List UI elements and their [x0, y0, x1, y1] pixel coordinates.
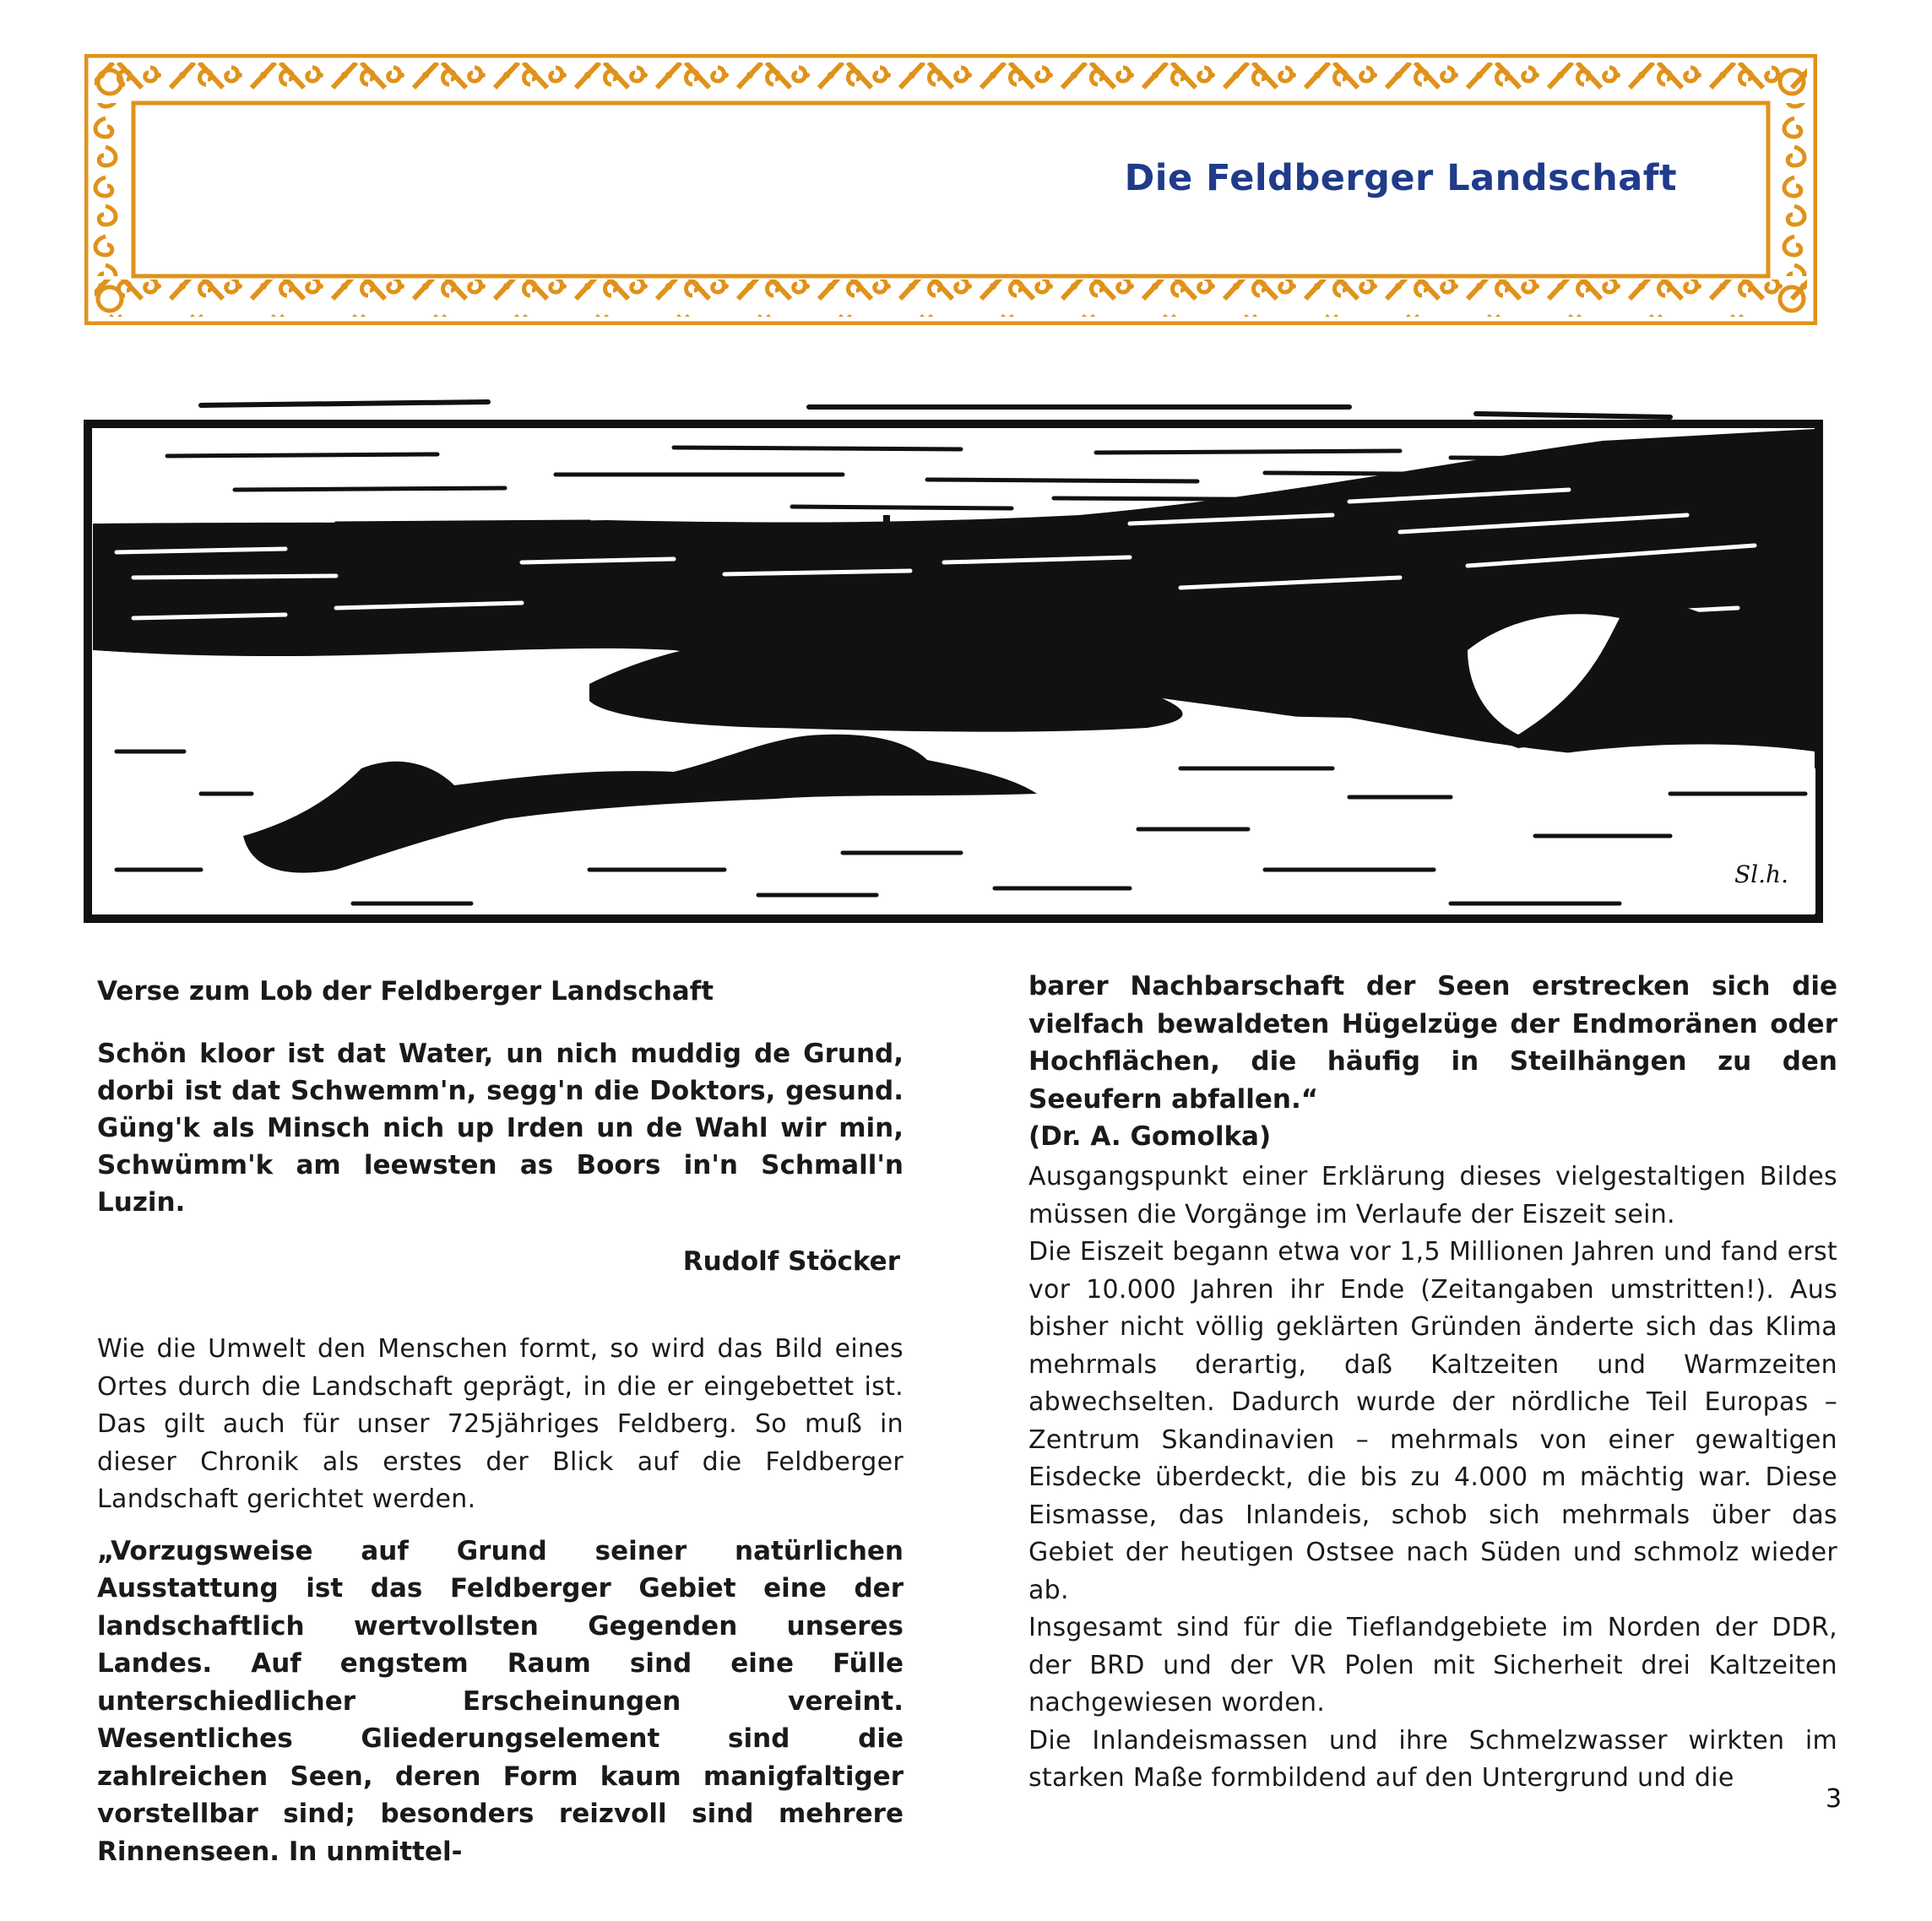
page-number: 3 — [1826, 1784, 1842, 1814]
paragraph: Insgesamt sind für die Tieflandgebiete im Norden der DDR, der BRD und der VR Polen mit Sicherheit drei Kaltzeiten nachgewiesen worden. — [1028, 1613, 1837, 1718]
paragraph: Die Eiszeit begann etwa vor 1,5 Millionen Jahren und fand erst vor 10.000 Jahren ihr Ende (Zeitangaben umstritten!). Aus bisher nicht völlig geklärten Gründen änderte sich das Klima mehrmals derartig, daß Kaltzeiten und Warmzeiten abwechselten. Dadurch wurde der nördliche Teil Europas – Zentrum Skandinavien – mehrmals von einer gewaltigen Eisdecke überdeckt, die bis zu 4.000 m mächtig war. Diese Eismasse, das Inlandeis, schob sich mehrmals über das Gebiet der heutigen Ostsee nach Süden und schmolz wieder ab. — [1028, 1237, 1837, 1605]
verse-heading: Verse zum Lob der Feldberger Landschaft — [97, 976, 714, 1007]
landscape-woodcut-image — [83, 397, 1824, 925]
verse-line: Güng'k als Minsch nich up Irden un de Wahl wir min, — [97, 1113, 904, 1143]
left-column — [97, 974, 904, 1870]
verse-line: Schön kloor ist dat Water, un nich muddig de Grund, — [97, 1039, 904, 1069]
intro-paragraph: Wie die Umwelt den Menschen formt, so wird das Bild eines Ortes durch die Landschaft geprägt, in die er eingebettet ist. Das gilt auch für unser 725jähriges Feldberg. So muß in dieser Chronik als erstes der Blick auf die Feldberger Landschaft gerichtet werden. — [97, 1334, 904, 1514]
paragraph: Ausgangspunkt einer Erklärung dieses vielgestaltigen Bildes müssen die Vorgänge im Verlaufe der Eiszeit sein. — [1028, 1162, 1837, 1229]
ice-age-text — [1028, 1159, 1837, 1798]
verse — [97, 1035, 904, 1221]
verse-line: dorbi ist dat Schwemm'n, segg'n die Doktors, gesund. — [97, 1076, 904, 1106]
verse-line: Schwümm'k am leewsten as Boors in'n Schmall'n Luzin. — [97, 1150, 904, 1218]
gomolka-quote-continued: barer Nachbarschaft der Seen erstrecken sich die vielfach bewaldeten Hügelzüge der Endmoränen oder Hochflächen, die häufig in Steilhängen zu den Seeufern abfallen.“ — [1028, 971, 1837, 1115]
paragraph: Die Inlandeismassen und ihre Schmelzwasser wirkten im starken Maße formbildend auf den Untergrund und die — [1028, 1725, 1837, 1793]
page-title: Die Feldberger Landschaft — [1124, 157, 1677, 199]
gomolka-quote: „Vorzugsweise auf Grund seiner natürlichen Ausstattung ist das Feldberger Gebiet eine der landschaftlich wertvollsten Gegenden unseres Landes. Auf engstem Raum sind eine Fülle unterschiedlicher Erscheinungen vereint. Wesentliches Gliederungselement sind die zahlreichen Seen, deren Form kaum manigfaltiger vorstellbar sind; besonders reizvoll sind mehrere Rinnenseen. In unmittel- — [97, 1535, 904, 1867]
right-column — [1028, 968, 1837, 1798]
quote-source: (Dr. A. Gomolka) — [1028, 1121, 1272, 1152]
verse-author: Rudolf Stöcker — [682, 1246, 900, 1277]
artist-signature: Sl.h. — [1734, 860, 1788, 888]
woodcut-drawing — [83, 397, 1824, 925]
